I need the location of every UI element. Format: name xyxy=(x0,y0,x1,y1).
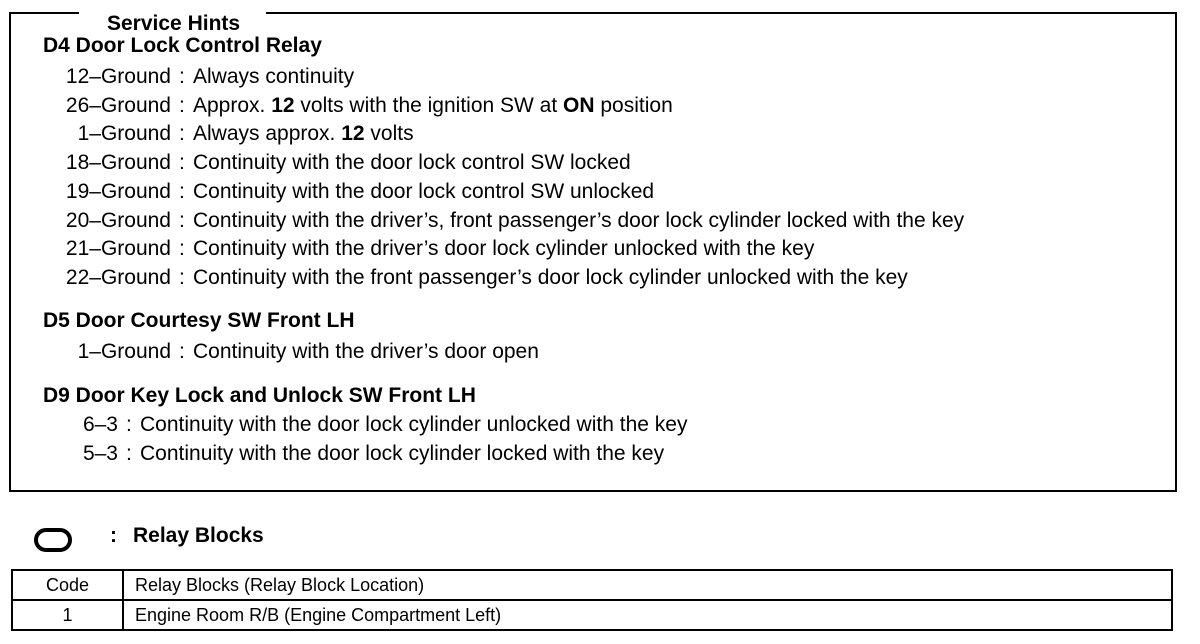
hint-description xyxy=(193,209,964,233)
service-hints-box xyxy=(9,12,1177,492)
hint-pin: 18–Ground xyxy=(65,151,171,175)
hint-text: Continuity with the front passenger’s door lock cylinder unlocked with the key xyxy=(193,265,908,289)
hint-separator: : xyxy=(179,265,185,289)
section-title-d4: D4 Door Lock Control Relay xyxy=(43,34,322,57)
relay-block-symbol-icon xyxy=(34,528,72,552)
hint-pin: 12–Ground xyxy=(65,65,171,88)
section-title-d9: D9 Door Key Lock and Unlock SW Front LH xyxy=(43,384,476,407)
hint-text: Always continuity xyxy=(193,65,355,88)
hint-description xyxy=(193,340,539,364)
hint-description xyxy=(193,180,654,204)
hint-description xyxy=(193,122,414,146)
hint-text: Continuity with the driver’s door lock cylinder unlocked with the key xyxy=(193,237,815,261)
hint-description xyxy=(193,151,631,175)
hint-description xyxy=(140,442,664,466)
hint-pin: 26–Ground xyxy=(65,93,171,117)
hint-separator: : xyxy=(179,65,185,88)
hint-pin: 21–Ground xyxy=(65,237,171,261)
hint-separator: : xyxy=(179,93,185,117)
column-header-relay-blocks: Relay Blocks (Relay Block Location) xyxy=(123,570,1172,600)
hint-pin: 22–Ground xyxy=(65,265,171,289)
hint-pin: 6–3 xyxy=(82,413,118,436)
hint-separator: : xyxy=(179,151,185,175)
column-header-code: Code xyxy=(12,570,123,600)
hint-separator: : xyxy=(179,208,185,232)
hint-description xyxy=(193,237,814,261)
table-header-row xyxy=(12,570,1172,600)
hint-text: volts with the ignition SW at xyxy=(294,93,564,117)
table-cell-relay-block: Engine Room R/B (Engine Compartment Left) xyxy=(123,600,1172,630)
hint-description xyxy=(193,65,354,89)
hint-text: Continuity with the door lock control SW unlocked xyxy=(193,179,655,203)
table-cell-code: 1 xyxy=(12,600,123,630)
hint-separator: : xyxy=(179,122,185,146)
hint-text: position xyxy=(594,93,673,117)
hint-description xyxy=(193,94,673,118)
hint-text: Continuity with the driver’s, front passenger’s door lock cylinder locked with the key xyxy=(193,208,965,232)
hint-pin: 20–Ground xyxy=(65,208,171,232)
hint-text: Continuity with the door lock control SW locked xyxy=(193,151,631,175)
hint-emphasis: 12 xyxy=(341,122,365,146)
hint-pin: 19–Ground xyxy=(65,179,171,203)
hint-text: Always approx. xyxy=(193,122,342,146)
relay-blocks-table xyxy=(11,569,1173,631)
hint-text: Approx. xyxy=(193,93,272,117)
hint-emphasis: 12 xyxy=(271,93,295,117)
hint-text: volts xyxy=(364,122,414,146)
hint-separator: : xyxy=(179,340,185,363)
legend-colon: : xyxy=(110,524,117,547)
hint-description xyxy=(140,413,687,437)
hint-pin: 5–3 xyxy=(82,441,118,465)
legend-label: Relay Blocks xyxy=(133,524,264,547)
hint-pin: 1–Ground xyxy=(77,122,171,146)
hint-description xyxy=(193,266,908,290)
hint-separator: : xyxy=(126,413,132,436)
hint-pin: 1–Ground xyxy=(77,340,171,363)
hint-separator: : xyxy=(126,441,132,465)
table-row xyxy=(12,600,1172,630)
hint-emphasis: ON xyxy=(563,93,595,117)
hint-separator: : xyxy=(179,179,185,203)
hint-separator: : xyxy=(179,237,185,261)
hint-text: Continuity with the door lock cylinder unlocked with the key xyxy=(140,413,688,436)
service-hints-title: Service Hints xyxy=(79,12,266,36)
hint-text: Continuity with the door lock cylinder locked with the key xyxy=(140,441,665,465)
section-title-d5: D5 Door Courtesy SW Front LH xyxy=(43,309,355,332)
hint-text: Continuity with the driver’s door open xyxy=(193,340,539,363)
